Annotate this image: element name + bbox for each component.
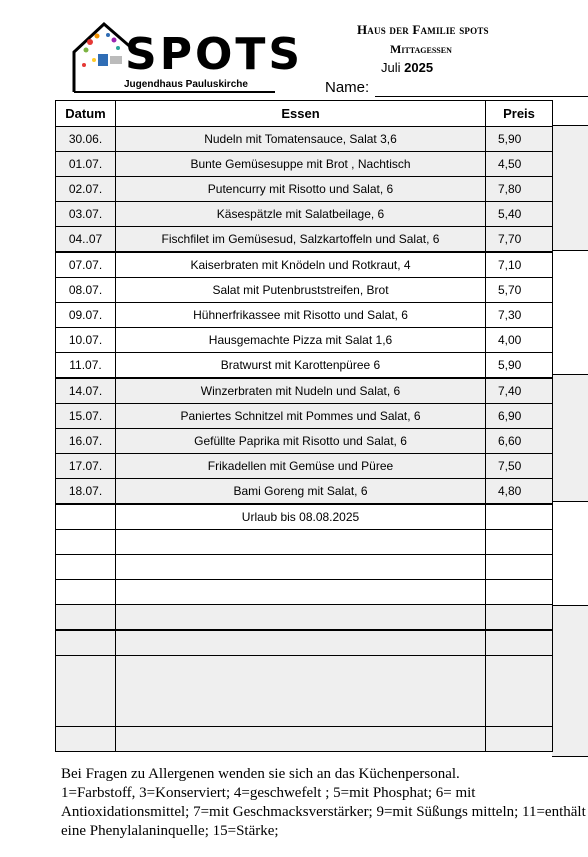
row-meal: Hausgemachte Pizza mit Salat 1,6 [116, 328, 486, 353]
row-date: 07.07. [56, 252, 116, 278]
extra-column-block [552, 605, 588, 757]
row-date: 30.06. [56, 127, 116, 152]
allergen-footer [61, 765, 586, 841]
table-row [56, 429, 553, 454]
row-date: 14.07. [56, 378, 116, 404]
table-row-empty [56, 656, 553, 727]
header [357, 22, 489, 75]
table-row [56, 252, 553, 278]
row-meal: Käsespätzle mit Salatbeilage, 6 [116, 202, 486, 227]
table-row [56, 404, 553, 429]
row-price: 5,40 [486, 202, 553, 227]
table-row [56, 202, 553, 227]
row-date: 15.07. [56, 404, 116, 429]
table-row [56, 127, 553, 152]
name-label: Name: [325, 79, 370, 96]
row-meal: Winzerbraten mit Nudeln und Salat, 6 [116, 378, 486, 404]
table-row-empty [56, 605, 553, 631]
table-row [56, 454, 553, 479]
row-price: 7,70 [486, 227, 553, 253]
header-line2: Mittagessen [390, 42, 452, 56]
table-row [56, 152, 553, 177]
table-row [56, 479, 553, 505]
logo-brand: SPOTS [125, 29, 304, 80]
table-row-empty [56, 580, 553, 605]
table-row-vacation [56, 504, 553, 530]
header-price: Preis [486, 101, 553, 127]
row-price: 5,90 [486, 127, 553, 152]
header-date: Datum [56, 101, 116, 127]
row-meal: Putencurry mit Risotto und Salat, 6 [116, 177, 486, 202]
table-row-empty [56, 530, 553, 555]
row-price: 5,90 [486, 353, 553, 379]
row-meal: Hühnerfrikassee mit Risotto und Salat, 6 [116, 303, 486, 328]
row-meal: Bratwurst mit Karottenpüree 6 [116, 353, 486, 379]
row-meal: Kaiserbraten mit Knödeln und Rotkraut, 4 [116, 252, 486, 278]
row-price: 4,50 [486, 152, 553, 177]
row-date: 01.07. [56, 152, 116, 177]
row-date: 09.07. [56, 303, 116, 328]
row-date [56, 504, 116, 530]
header-line1: Haus der Familie spots [357, 22, 489, 37]
month-label: Juli [381, 60, 401, 75]
row-price [486, 504, 553, 530]
row-price: 4,00 [486, 328, 553, 353]
row-price: 7,50 [486, 454, 553, 479]
table-header-row [56, 101, 553, 127]
allergen-note: Bei Fragen zu Allergenen wenden sie sich an das Küchenpersonal. [61, 766, 460, 782]
row-date: 08.07. [56, 278, 116, 303]
header-month [381, 60, 489, 75]
row-price: 7,30 [486, 303, 553, 328]
row-date: 10.07. [56, 328, 116, 353]
name-input-line[interactable] [375, 96, 588, 97]
table-row [56, 353, 553, 379]
table-row-empty [56, 727, 553, 752]
table-row [56, 177, 553, 202]
row-meal: Gefüllte Paprika mit Risotto und Salat, 6 [116, 429, 486, 454]
table-row [56, 378, 553, 404]
row-price: 7,40 [486, 378, 553, 404]
row-date: 16.07. [56, 429, 116, 454]
table-row [56, 227, 553, 253]
row-price: 4,80 [486, 479, 553, 505]
menu-table [55, 100, 553, 752]
year-label: 2025 [404, 60, 434, 75]
row-date: 17.07. [56, 454, 116, 479]
row-price: 6,90 [486, 404, 553, 429]
row-meal: Paniertes Schnitzel mit Pommes und Salat, 6 [116, 404, 486, 429]
row-meal: Nudeln mit Tomatensauce, Salat 3,6 [116, 127, 486, 152]
row-meal: Fischfilet im Gemüsesud, Salzkartoffeln und Salat, 6 [116, 227, 486, 253]
table-row-empty [56, 630, 553, 656]
allergen-legend: 1=Farbstoff, 3=Konserviert; 4=geschwefelt ; 5=mit Phosphat; 6= mit Antioxidationsmittel; 7=mit Geschmacksverstärker; 9=mit Süßungs mitteln; 11=enthält eine Phenylalaninquelle; 15=Stärke; [61, 785, 586, 839]
row-date: 02.07. [56, 177, 116, 202]
row-price: 7,10 [486, 252, 553, 278]
row-meal: Bunte Gemüsesuppe mit Brot , Nachtisch [116, 152, 486, 177]
row-date: 11.07. [56, 353, 116, 379]
row-price: 7,80 [486, 177, 553, 202]
row-date: 03.07. [56, 202, 116, 227]
table-row [56, 303, 553, 328]
table-row [56, 328, 553, 353]
spots-logo [70, 20, 304, 100]
header-meal: Essen [116, 101, 486, 127]
row-price: 6,60 [486, 429, 553, 454]
extra-column-block [552, 374, 588, 502]
row-meal: Frikadellen mit Gemüse und Püree [116, 454, 486, 479]
row-date: 18.07. [56, 479, 116, 505]
row-price: 5,70 [486, 278, 553, 303]
vacation-note: Urlaub bis 08.08.2025 [116, 504, 486, 530]
logo-subtitle: Jugendhaus Pauluskirche [124, 79, 248, 90]
table-row-empty [56, 555, 553, 580]
row-meal: Bami Goreng mit Salat, 6 [116, 479, 486, 505]
table-row [56, 278, 553, 303]
row-meal: Salat mit Putenbruststreifen, Brot [116, 278, 486, 303]
row-date: 04..07 [56, 227, 116, 253]
extra-column-block [552, 125, 588, 251]
